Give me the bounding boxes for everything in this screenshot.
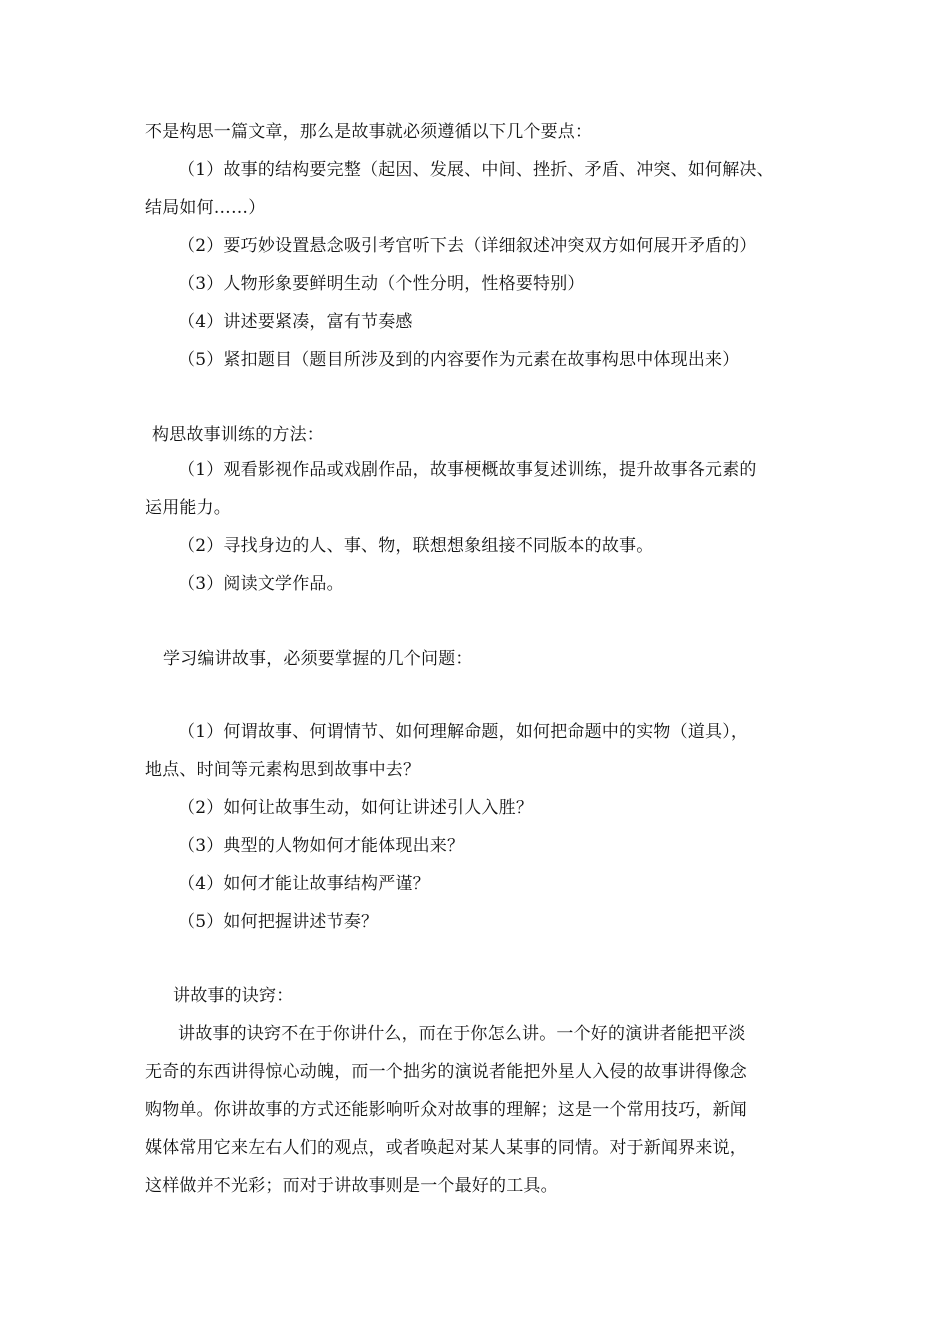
section3-item3: （3）典型的人物如何才能体现出来？ xyxy=(178,836,465,856)
section4-para-line4: 媒体常用它来左右人们的观点，或者唤起对某人某事的同情。对于新闻界来说， xyxy=(145,1138,747,1158)
section2-item1-line1: （1）观看影视作品或戏剧作品，故事梗概故事复述训练，提升故事各元素的 xyxy=(178,460,757,480)
section2-item3: （3）阅读文学作品。 xyxy=(178,574,344,594)
section4-para-line2: 无奇的东西讲得惊心动魄，而一个拙劣的演说者能把外星人入侵的故事讲得像念 xyxy=(145,1062,747,1082)
section1-item3: （3）人物形象要鲜明生动（个性分明，性格要特别） xyxy=(178,274,585,294)
section2-item1-line2: 运用能力。 xyxy=(145,498,231,518)
section2-item2: （2）寻找身边的人、事、物，联想想象组接不同版本的故事。 xyxy=(178,536,654,556)
section1-item1-line1: （1）故事的结构要完整（起因、发展、中间、挫折、矛盾、冲突、如何解决、 xyxy=(178,160,774,180)
section3-item4: （4）如何才能让故事结构严谨？ xyxy=(178,874,430,894)
section1-intro: 不是构思一篇文章，那么是故事就必须遵循以下几个要点： xyxy=(145,122,593,142)
section4-heading: 讲故事的诀窍： xyxy=(173,986,294,1006)
section3-item1-line2: 地点、时间等元素构思到故事中去？ xyxy=(145,760,421,780)
section3-item1-line1: （1）何谓故事、何谓情节、如何理解命题，如何把命题中的实物（道具）， xyxy=(178,722,749,742)
section1-item4: （4）讲述要紧凑，富有节奏感 xyxy=(178,312,413,332)
section4-para-line1: 讲故事的诀窍不在于你讲什么，而在于你怎么讲。一个好的演讲者能把平淡 xyxy=(178,1024,746,1044)
section4-para-line3: 购物单。你讲故事的方式还能影响听众对故事的理解；这是一个常用技巧，新闻 xyxy=(145,1100,747,1120)
section1-item2: （2）要巧妙设置悬念吸引考官听下去（详细叙述冲突双方如何展开矛盾的） xyxy=(178,236,757,256)
section3-item5: （5）如何把握讲述节奏？ xyxy=(178,912,379,932)
section3-heading: 学习编讲故事，必须要掌握的几个问题： xyxy=(163,649,473,669)
section4-para-line5: 这样做并不光彩；而对于讲故事则是一个最好的工具。 xyxy=(145,1176,558,1196)
section1-item5: （5）紧扣题目（题目所涉及到的内容要作为元素在故事构思中体现出来） xyxy=(178,350,740,370)
section3-item2: （2）如何让故事生动，如何让讲述引人入胜？ xyxy=(178,798,534,818)
section1-item1-line2: 结局如何……） xyxy=(145,198,266,218)
section2-heading: 构思故事训练的方法： xyxy=(152,425,324,445)
